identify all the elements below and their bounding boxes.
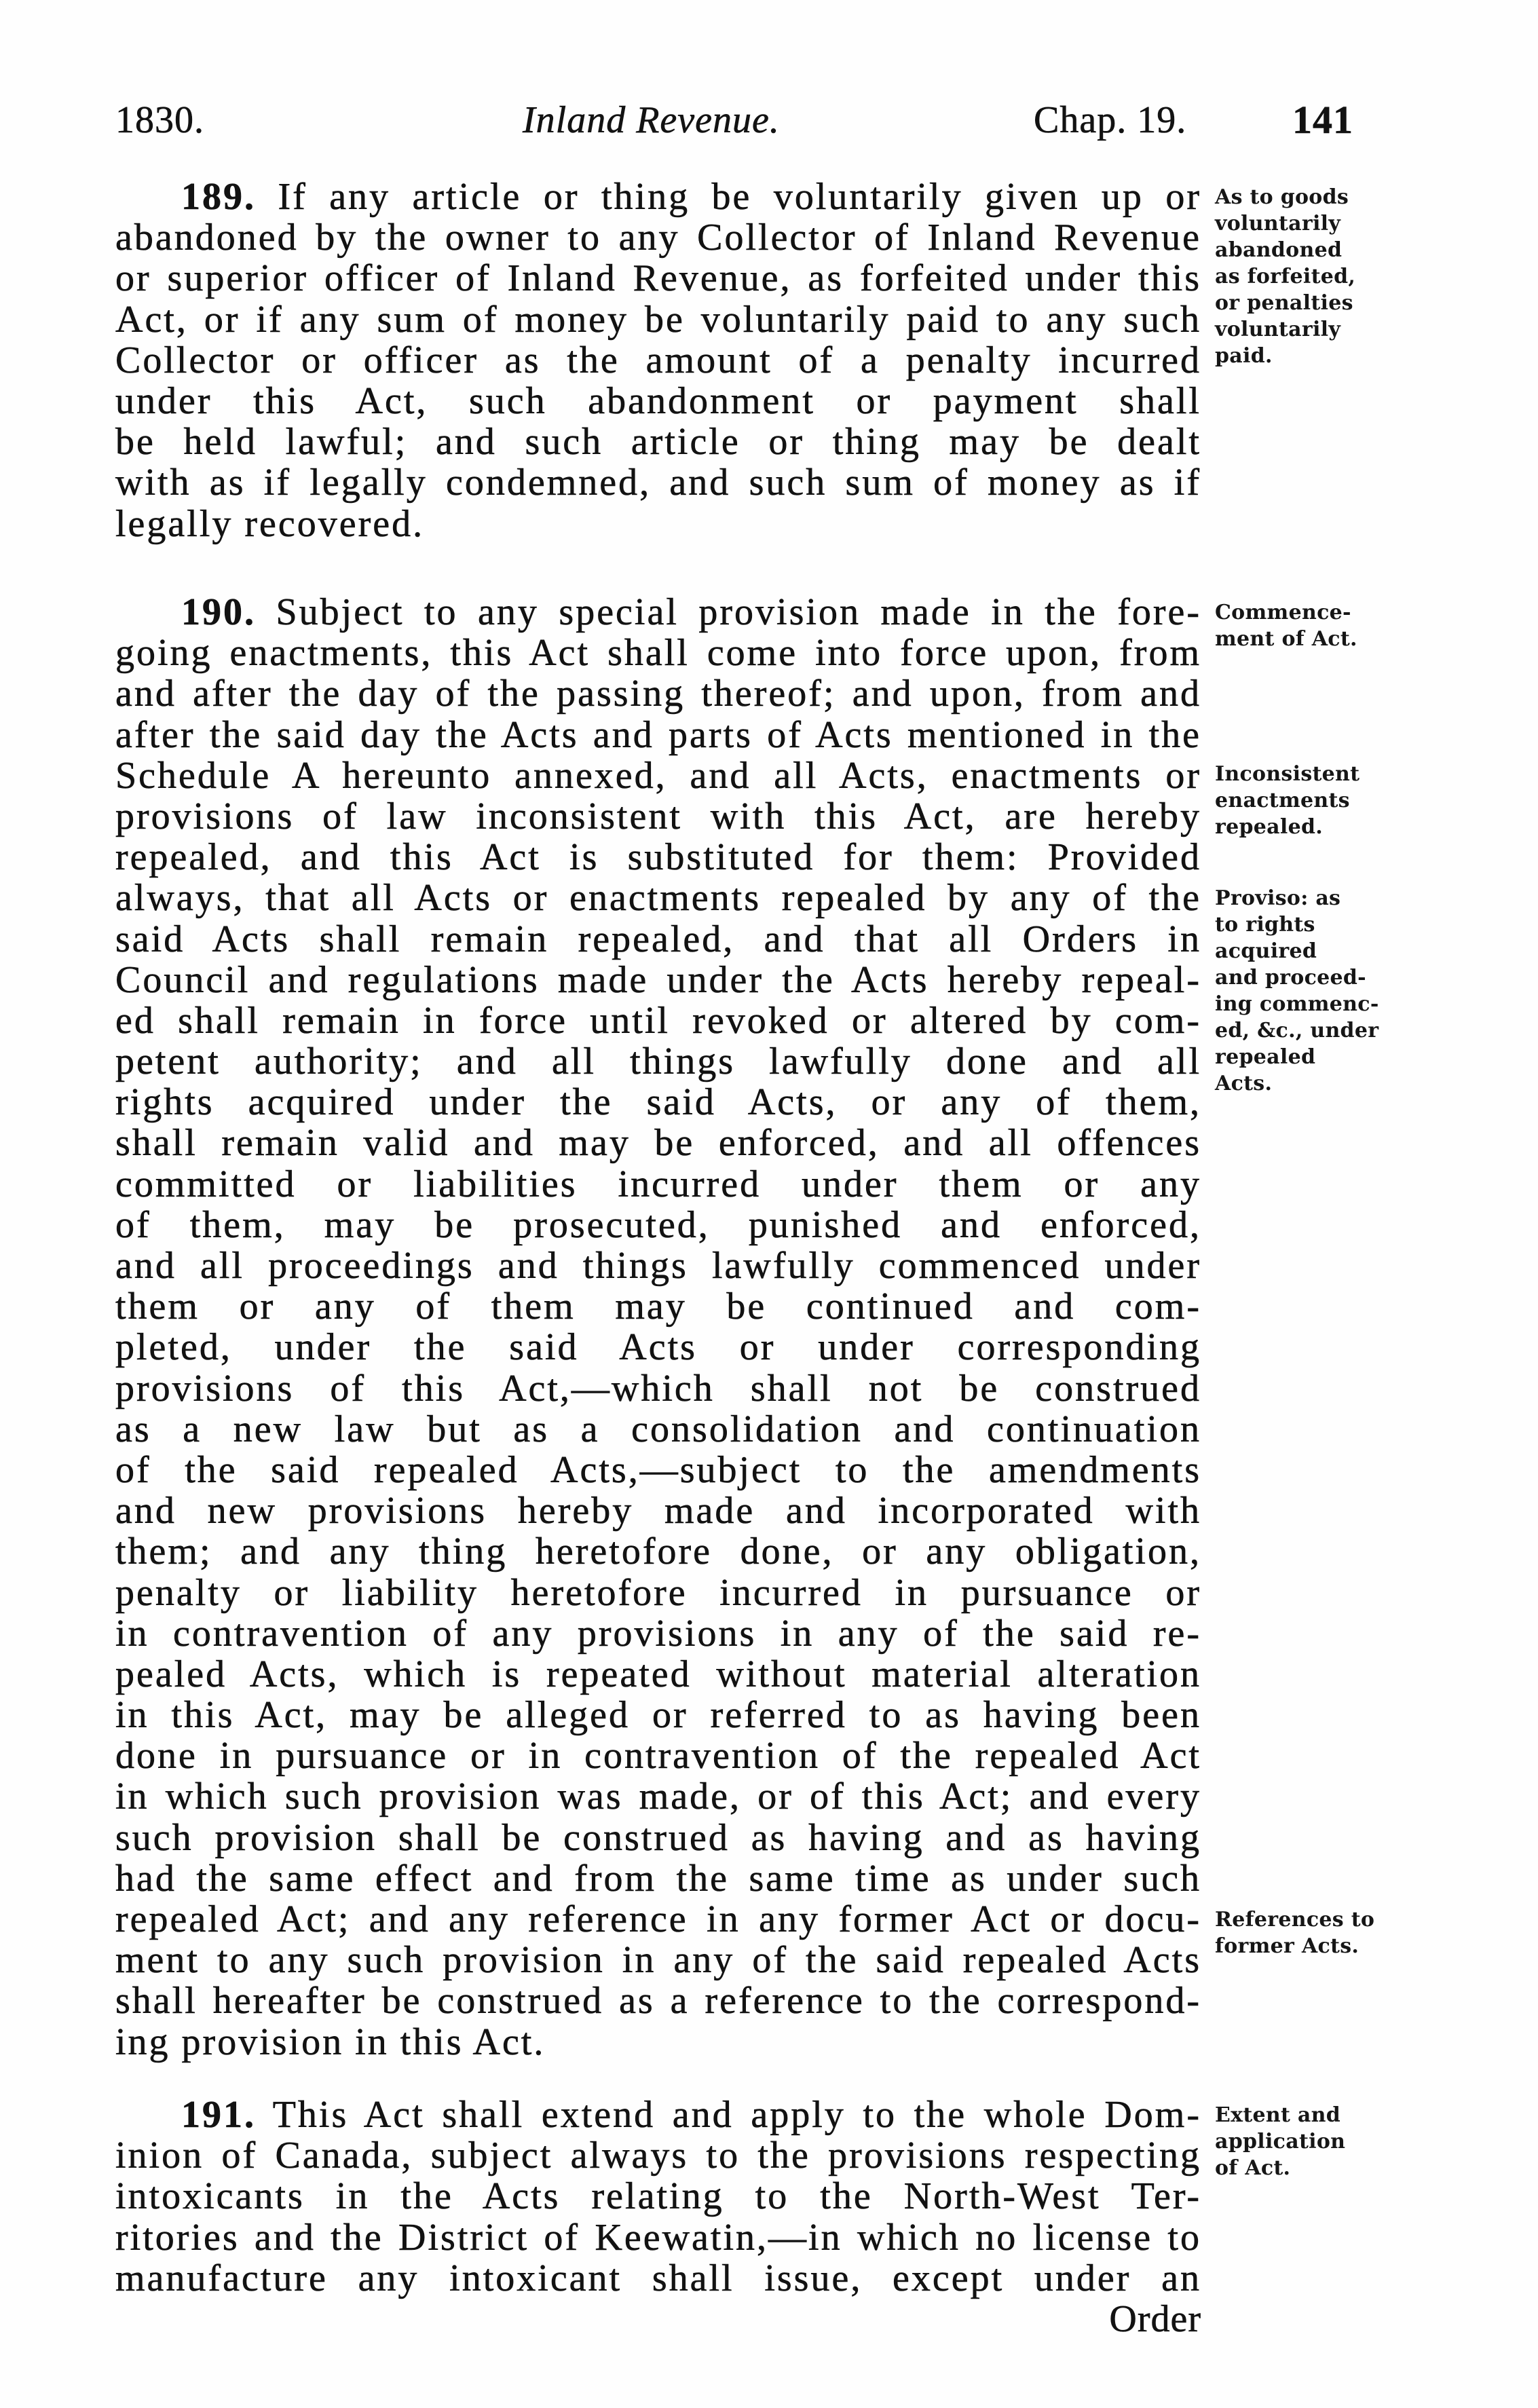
text-line: rights acquired under the said Acts, or any of them, (115, 1081, 1201, 1124)
section-189 (115, 176, 1201, 544)
text-line: legally recovered. (115, 502, 425, 545)
text-line: intoxicants in the Acts relating to the North-West Ter- (115, 2175, 1201, 2218)
text-line: them or any of them may be continued and com- (115, 1285, 1201, 1328)
margin-note-line: ing commenc- (1215, 992, 1379, 1016)
text-line: in which such provision was made, or of this Act; and every (115, 1775, 1201, 1818)
text-line: repealed, and this Act is substituted for them: Provided (115, 836, 1201, 879)
margin-note-line: repealed (1215, 1045, 1316, 1069)
margin-note (1215, 2102, 1345, 2181)
margin-note-line: voluntarily (1215, 212, 1341, 236)
text-line: ing provision in this Act. (115, 2020, 546, 2063)
section-number: 191. (181, 2094, 256, 2136)
margin-note-line: or penalties (1215, 291, 1353, 315)
margin-note-line: Commence- (1215, 601, 1351, 624)
text-line-content: This Act shall extend and apply to the whole Dom- (272, 2094, 1201, 2136)
text-line: had the same effect and from the same time as under such (115, 1857, 1201, 1900)
margin-note-line: and proceed- (1215, 966, 1366, 990)
text-line: or superior officer of Inland Revenue, as forfeited under this (115, 257, 1201, 300)
margin-note (1215, 599, 1357, 652)
text-line: repealed Act; and any reference in any former Act or docu- (115, 1898, 1201, 1940)
text-line: manufacture any intoxicant shall issue, except under an (115, 2257, 1201, 2299)
margin-note-line: voluntarily (1215, 318, 1341, 341)
running-year: 1830. (115, 99, 204, 141)
margin-note-line: ed, &c., under (1215, 1019, 1379, 1042)
text-line: petent authority; and all things lawfully done and all (115, 1040, 1201, 1083)
text-line: and all proceedings and things lawfully commenced under (115, 1245, 1201, 1287)
text-line (181, 592, 1201, 633)
text-line: provisions of this Act,—which shall not be construed (115, 1367, 1201, 1410)
text-line: done in pursuance or in contravention of the repealed Act (115, 1735, 1201, 1777)
margin-note-line: acquired (1215, 939, 1317, 963)
margin-note-line: to rights (1215, 913, 1315, 937)
text-line: penalty or liability heretofore incurred in pursuance or (115, 1571, 1201, 1614)
margin-note-line: As to goods (1215, 185, 1349, 209)
catchword: Order (1109, 2297, 1201, 2340)
margin-note-line: former Acts. (1215, 1934, 1359, 1958)
text-line (181, 2094, 1201, 2135)
text-line: always, that all Acts or enactments repealed by any of the (115, 877, 1201, 920)
running-title: Inland Revenue. (523, 99, 780, 141)
text-line: pealed Acts, which is repeated without material alteration (115, 1653, 1201, 1695)
chapter-number: Chap. 19. (1034, 99, 1187, 141)
text-line: inion of Canada, subject always to the provisions respecting (115, 2134, 1201, 2177)
text-line: with as if legally condemned, and such sum of money as if (115, 462, 1201, 504)
text-line: said Acts shall remain repealed, and that all Orders in (115, 918, 1201, 960)
margin-note-line: repealed. (1215, 815, 1323, 839)
section-number: 190. (181, 591, 256, 633)
section-191 (115, 2094, 1201, 2339)
margin-note-line: Acts. (1215, 1072, 1273, 1095)
text-line-content: Subject to any special provision made in the fore- (276, 591, 1202, 633)
text-line: be held lawful; and such article or thing may be dealt (115, 421, 1201, 464)
text-line: under this Act, such abandonment or payment shall (115, 379, 1201, 422)
text-line: abandoned by the owner to any Collector of Inland Revenue (115, 217, 1201, 259)
text-line: pleted, under the said Acts or under corresponding (115, 1326, 1201, 1369)
text-line: of the said repealed Acts,—subject to the amendments (115, 1448, 1201, 1491)
margin-note-line: ment of Act. (1215, 627, 1357, 651)
text-line: them; and any thing heretofore done, or any obligation, (115, 1530, 1201, 1573)
text-line-content: If any article or thing be voluntarily given up or (278, 176, 1201, 218)
text-line: after the said day the Acts and parts of Acts mentioned in the (115, 713, 1201, 756)
margin-note-line: of Act. (1215, 2156, 1291, 2180)
margin-note-line: as forfeited, (1215, 265, 1356, 288)
margin-note (1215, 761, 1359, 840)
margin-note-line: References to (1215, 1908, 1375, 1932)
margin-note (1215, 885, 1379, 1097)
margin-note-line: enactments (1215, 789, 1350, 812)
text-line: as a new law but as a consolidation and continuation (115, 1408, 1201, 1450)
margin-note-line: paid. (1215, 344, 1273, 368)
text-line: committed or liabilities incurred under them or any (115, 1163, 1201, 1205)
text-line: and after the day of the passing thereof; and upon, from and (115, 673, 1201, 715)
margin-note (1215, 1906, 1374, 1959)
margin-note (1215, 184, 1355, 369)
text-line: and new provisions hereby made and incorporated with (115, 1490, 1201, 1532)
text-line (181, 176, 1201, 217)
text-line: in contravention of any provisions in any of the said re- (115, 1612, 1201, 1655)
text-line: shall remain valid and may be enforced, and all offences (115, 1122, 1201, 1165)
margin-note-line: abandoned (1215, 238, 1343, 262)
text-line: Council and regulations made under the Acts hereby repeal- (115, 958, 1201, 1001)
text-line: shall hereafter be construed as a reference to the correspond- (115, 1980, 1201, 2023)
text-line: such provision shall be construed as having and as having (115, 1816, 1201, 1859)
text-line: in this Act, may be alleged or referred to as having been (115, 1694, 1201, 1737)
text-line: Act, or if any sum of money be voluntarily paid to any such (115, 298, 1201, 341)
margin-note-line: application (1215, 2130, 1346, 2153)
margin-note-line: Proviso: as (1215, 886, 1341, 910)
text-line: going enactments, this Act shall come into force upon, from (115, 632, 1201, 675)
margin-note-line: Extent and (1215, 2103, 1341, 2127)
text-line: ed shall remain in force until revoked or altered by com- (115, 999, 1201, 1042)
text-line: ritories and the District of Keewatin,—in which no license to (115, 2216, 1201, 2259)
section-number: 189. (181, 176, 256, 218)
text-line: Schedule A hereunto annexed, and all Acts, enactments or (115, 754, 1201, 797)
text-line: ment to any such provision in any of the said repealed Acts (115, 1939, 1201, 1982)
page-number: 141 (1292, 98, 1353, 142)
text-line: provisions of law inconsistent with this Act, are hereby (115, 795, 1201, 838)
margin-note-line: Inconsistent (1215, 762, 1360, 786)
text-line: of them, may be prosecuted, punished and enforced, (115, 1203, 1201, 1246)
text-line: Collector or officer as the amount of a penalty incurred (115, 339, 1201, 381)
section-190 (115, 592, 1201, 2063)
